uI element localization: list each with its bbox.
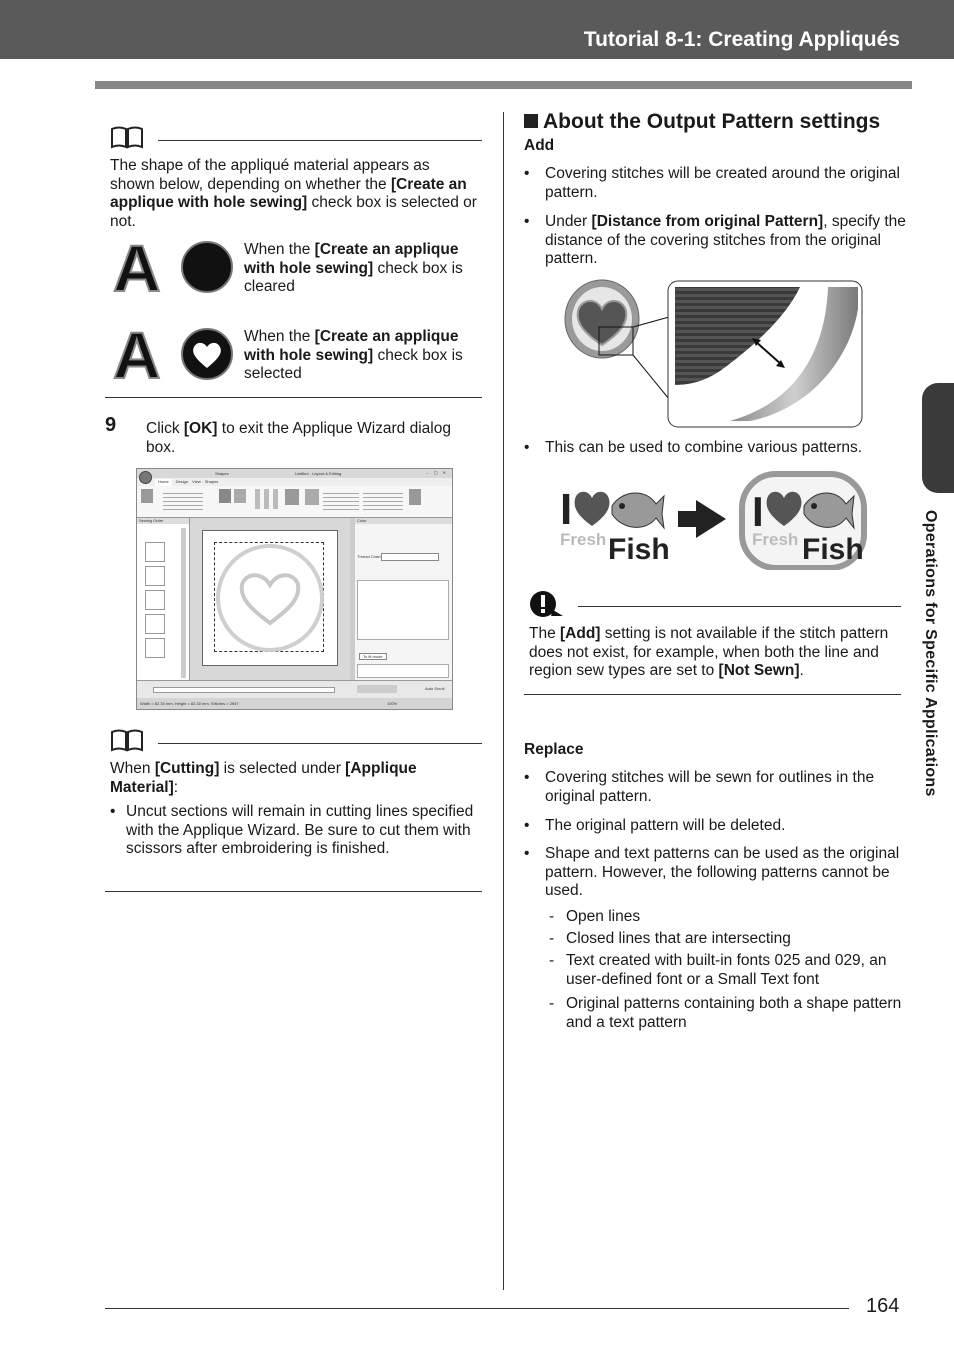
- auto-scroll-label[interactable]: Auto Scroll: [425, 686, 445, 691]
- thread-chart-dropdown[interactable]: [381, 553, 439, 561]
- dash-item: - Original patterns containing both a shape pattern and a text pattern: [549, 995, 902, 1031]
- memo1-bottom-rule: [105, 397, 482, 398]
- color-panel-title: Color: [355, 518, 452, 524]
- tab-shapes[interactable]: Shapes: [204, 479, 219, 484]
- letter-i-shape: I: [560, 485, 573, 534]
- select-tool-icon[interactable]: [141, 489, 153, 503]
- dash-item: - Open lines: [549, 908, 641, 925]
- tab-home[interactable]: Home: [155, 479, 172, 486]
- fresh-text: Fresh: [560, 530, 607, 549]
- sewing-order-title: Sewing Order: [137, 518, 189, 524]
- import-button[interactable]: [285, 489, 299, 505]
- cut-and-sew-group[interactable]: [363, 490, 403, 510]
- sewing-order-item[interactable]: [145, 542, 165, 562]
- status-text: Width = 82.30 mm, Height = 82.30 mm, Stitches = 2947: [140, 701, 239, 706]
- tools-group[interactable]: [251, 489, 281, 509]
- add-bullet-2: • Under [Distance from original Pattern], specify the distance of the covering stitches from the original pattern.: [524, 213, 906, 267]
- replace-bullet-2: • The original pattern will be deleted.: [524, 817, 786, 834]
- circle-filled-shape: [182, 242, 232, 292]
- memo2-text: When [Cutting] is selected under [Applique Material]:: [110, 760, 417, 796]
- bullet-dot: •: [524, 439, 530, 456]
- letter-a-with-hole: A: [113, 326, 161, 382]
- dash-item: - Text created with built-in fonts 025 and 029, an user-defined font or a Small Text font: [549, 952, 887, 988]
- memo-rule: [158, 140, 482, 141]
- replace-title: Replace: [524, 741, 584, 758]
- fish-shape: [612, 493, 664, 528]
- sewing-order-panel: [137, 518, 190, 680]
- sewing-order-scrollbar[interactable]: [181, 528, 186, 678]
- sew-button[interactable]: [409, 489, 421, 505]
- replace-bullet-3: • Shape and text patterns can be used as the original pattern. However, the following patterns cannot be used.: [524, 845, 900, 899]
- shapes-tool-icon[interactable]: [234, 489, 246, 503]
- memo2-bullet: • Uncut sections will remain in cutting lines specified with the Applique Wizard. Be sure to cut them with scissors after embroidering is finished.: [110, 803, 474, 857]
- letter-i-shape: I: [752, 488, 764, 535]
- heart-outline-shape: [238, 569, 302, 627]
- bullet-dot: •: [110, 803, 116, 820]
- memo-rule: [158, 743, 482, 744]
- side-tab: [922, 383, 954, 493]
- sewing-order-item[interactable]: [145, 590, 165, 610]
- ribbon-tabs: [155, 479, 218, 486]
- combined-pattern: [742, 474, 864, 568]
- fresh-text: Fresh: [752, 530, 799, 549]
- app-titlebar: [137, 469, 452, 478]
- letter-a-filled: A: [113, 240, 161, 294]
- ribbon-context-title: Shapes: [215, 471, 229, 476]
- row2-text: When the [Create an applique with hole sewing] check box is selected: [244, 328, 463, 382]
- app-screenshot: [136, 468, 453, 710]
- dash-item: - Closed lines that are intersecting: [549, 930, 791, 947]
- sewing-order-item[interactable]: [145, 638, 165, 658]
- color-list[interactable]: [357, 580, 449, 640]
- add-title: Add: [524, 137, 555, 154]
- step9-text: Click [OK] to exit the Applique Wizard dialog box.: [146, 420, 451, 456]
- preview-box: [357, 664, 449, 678]
- replace-bullet-1: • Covering stitches will be sewn for outlines in the original pattern.: [524, 769, 875, 805]
- edit-group[interactable]: [323, 490, 359, 510]
- app-window-title: Untitled - Layout & Editing: [295, 471, 342, 476]
- caution-icon: [529, 590, 565, 618]
- playback-controls[interactable]: [357, 685, 397, 693]
- add-bullet-1: • Covering stitches will be created around the original pattern.: [524, 165, 900, 201]
- status-bar: [137, 698, 452, 709]
- tab-design[interactable]: Design: [175, 479, 189, 484]
- applique-preview-selected: [112, 326, 240, 382]
- column-divider: [503, 112, 504, 1290]
- caution-bottom-rule: [524, 694, 901, 695]
- tab-view[interactable]: View: [192, 479, 201, 484]
- sewing-order-item[interactable]: [145, 566, 165, 586]
- playback-bar: [137, 680, 452, 699]
- fish-text: Fish: [608, 533, 670, 566]
- memo-book-icon: [110, 728, 144, 752]
- thread-chart-label: Thread Chart: [357, 554, 381, 559]
- to-fit-mode-button[interactable]: To fit mode: [359, 653, 387, 660]
- square-bullet-icon: [524, 114, 538, 128]
- fish-text: Fish: [802, 533, 864, 566]
- distance-illustration: [560, 279, 865, 431]
- caution-text: The [Add] setting is not available if the stitch pattern does not exist, for example, when both the line and region sew types are set to [Not Sewn].: [529, 625, 889, 679]
- stitch-slider[interactable]: [153, 687, 335, 693]
- section-bar: [95, 81, 912, 89]
- memo1-text: The shape of the appliqué material appears as shown below, depending on whether the [Create an applique with hole sewing] check box is selected or not.: [110, 157, 477, 230]
- arrange-button[interactable]: [305, 489, 319, 505]
- add-bullet-3: • This can be used to combine various patterns.: [524, 439, 863, 456]
- zoom-level[interactable]: 100%: [387, 701, 398, 706]
- window-controls-icon[interactable]: – ▢ ✕: [426, 470, 448, 475]
- bullet-dot: •: [524, 817, 530, 834]
- combine-patterns-illustration: [556, 470, 868, 570]
- page-number: 164: [866, 1295, 900, 1317]
- sewing-order-item[interactable]: [145, 614, 165, 634]
- design-page[interactable]: [202, 530, 338, 666]
- section-heading: About the Output Pattern settings: [524, 110, 904, 134]
- bullet-dot: •: [524, 165, 530, 182]
- clipboard-group[interactable]: [163, 490, 203, 510]
- page-title: Tutorial 8-1: Creating Appliqués: [583, 28, 900, 51]
- applique-preview-cleared: [112, 240, 240, 294]
- heart-shape: [575, 492, 610, 526]
- app-menu-button[interactable]: [139, 471, 152, 484]
- bullet-dot: •: [524, 845, 530, 862]
- arrow-right-icon: [678, 500, 726, 538]
- memo-book-icon: [110, 125, 144, 149]
- bullet-dot: •: [524, 769, 530, 786]
- side-tab-label: Operations for Specific Applications: [922, 510, 939, 797]
- color-panel: [355, 518, 452, 680]
- bullet-dot: •: [524, 213, 530, 230]
- caution-rule: [578, 606, 901, 607]
- footer-rule: [105, 1308, 849, 1309]
- row1-text: When the [Create an applique with hole sewing] check box is cleared: [244, 241, 463, 295]
- original-patterns: [560, 485, 670, 566]
- design-canvas-area: [190, 518, 350, 680]
- memo2-bottom-rule: [105, 891, 482, 892]
- ribbon: [137, 486, 452, 518]
- text-tool-icon[interactable]: [219, 489, 231, 503]
- step-number: 9: [105, 414, 117, 436]
